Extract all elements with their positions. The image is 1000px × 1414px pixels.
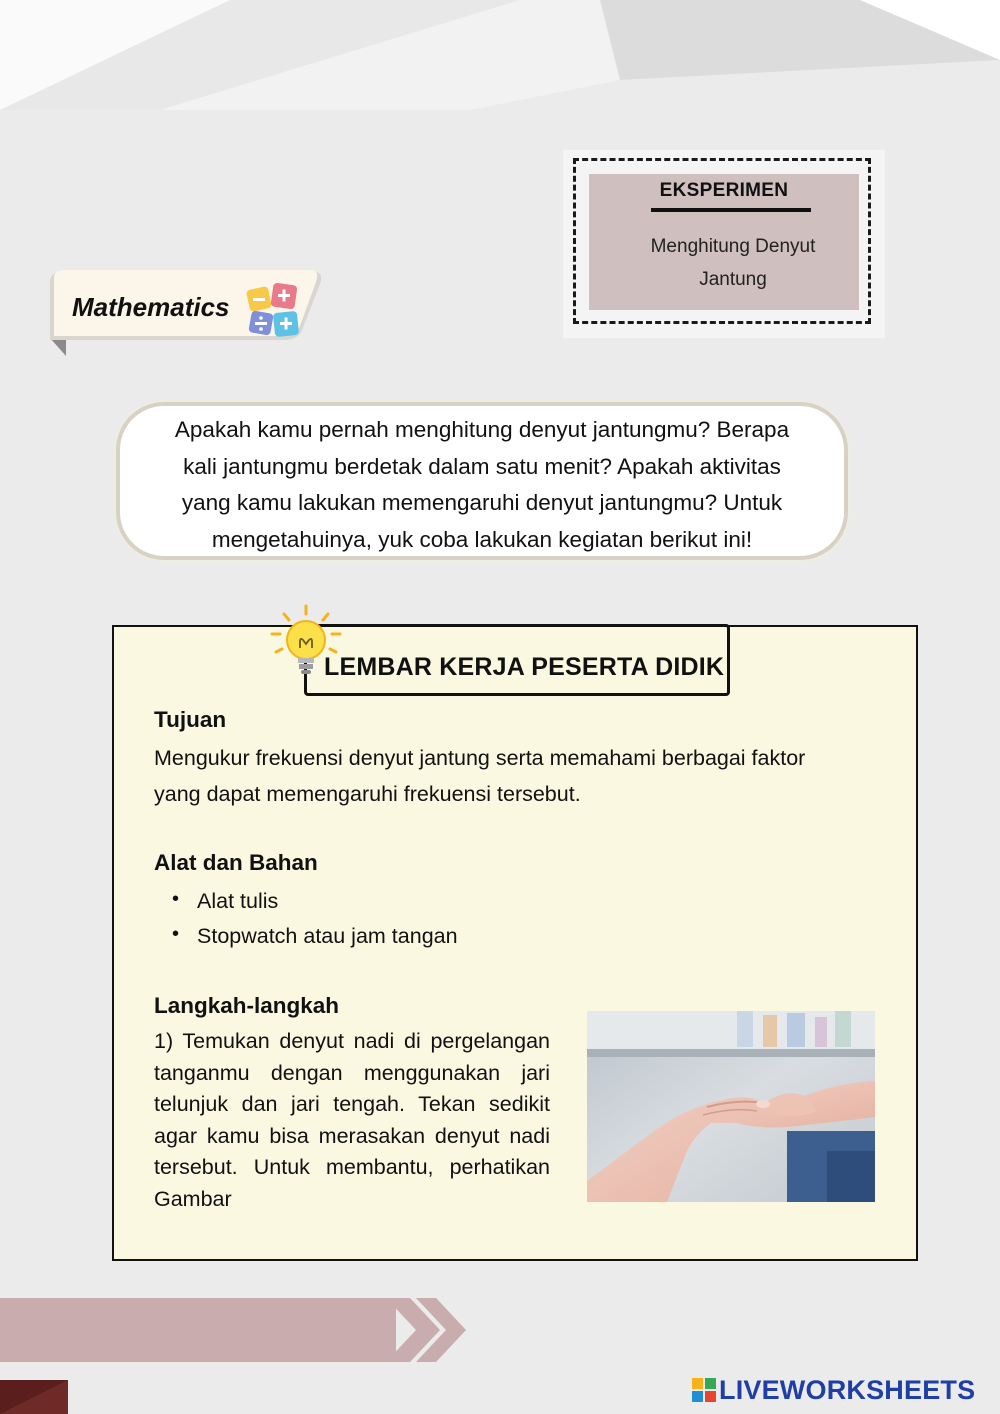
wrist-pulse-photo [587, 1011, 875, 1202]
materials-heading: Alat dan Bahan [154, 850, 318, 875]
goal-heading: Tujuan [154, 707, 227, 732]
intro-line: mengetahuinya, yuk coba lakukan kegiatan berikut ini! [211, 526, 753, 552]
title-underline [651, 208, 811, 212]
worksheet-title: LEMBAR KERJA PESERTA DIDIK [324, 653, 725, 681]
list-item: Stopwatch atau jam tangan [197, 924, 458, 948]
list-item: Alat tulis [197, 889, 279, 913]
intro-line: Apakah kamu pernah menghitung denyut jantungmu? Berapa [174, 417, 790, 442]
goal-line-1: Mengukur frekuensi denyut jantung serta memahami berbagai faktor [154, 746, 806, 770]
subtitle-line-2: Jantung [699, 269, 767, 290]
goal-line-2: yang dapat memengaruhi frekuensi tersebut. [154, 782, 581, 806]
goal-text [154, 740, 894, 812]
experiment-badge [563, 150, 885, 338]
step-1-text: 1) Temukan denyut nadi di pergelangan tanganmu dengan menggunakan jari telunjuk dan jari tengah. Tekan sedikit agar kamu bisa merasakan denyut nadi tersebut. Untuk membantu, perhatikan Gambar [154, 1029, 550, 1211]
intro-line: kali jantungmu berdetak dalam satu menit? Apakah aktivitas [183, 453, 781, 479]
intro-question-bubble [116, 402, 848, 560]
top-decoration [0, 0, 1000, 130]
intro-line: yang kamu lakukan memengaruhi denyut jantungmu? Untuk [181, 490, 783, 515]
liveworksheets-logo-icon [692, 1378, 716, 1402]
bullet-icon: • [172, 923, 180, 945]
footer-band [0, 1296, 470, 1414]
brand-text: LIVEWORKSHEETS [719, 1374, 976, 1405]
subject-label: Mathematics [72, 292, 230, 322]
lightbulb-icon [268, 604, 344, 682]
subtitle-line-1: Menghitung Denyut [650, 236, 816, 257]
math-operations-icon [244, 282, 304, 340]
experiment-subtitle [623, 230, 843, 296]
steps-heading: Langkah-langkah [154, 993, 340, 1018]
bullet-icon: • [172, 888, 180, 910]
liveworksheets-brand[interactable] [692, 1373, 975, 1407]
experiment-title: EKSPERIMEN [659, 180, 789, 201]
